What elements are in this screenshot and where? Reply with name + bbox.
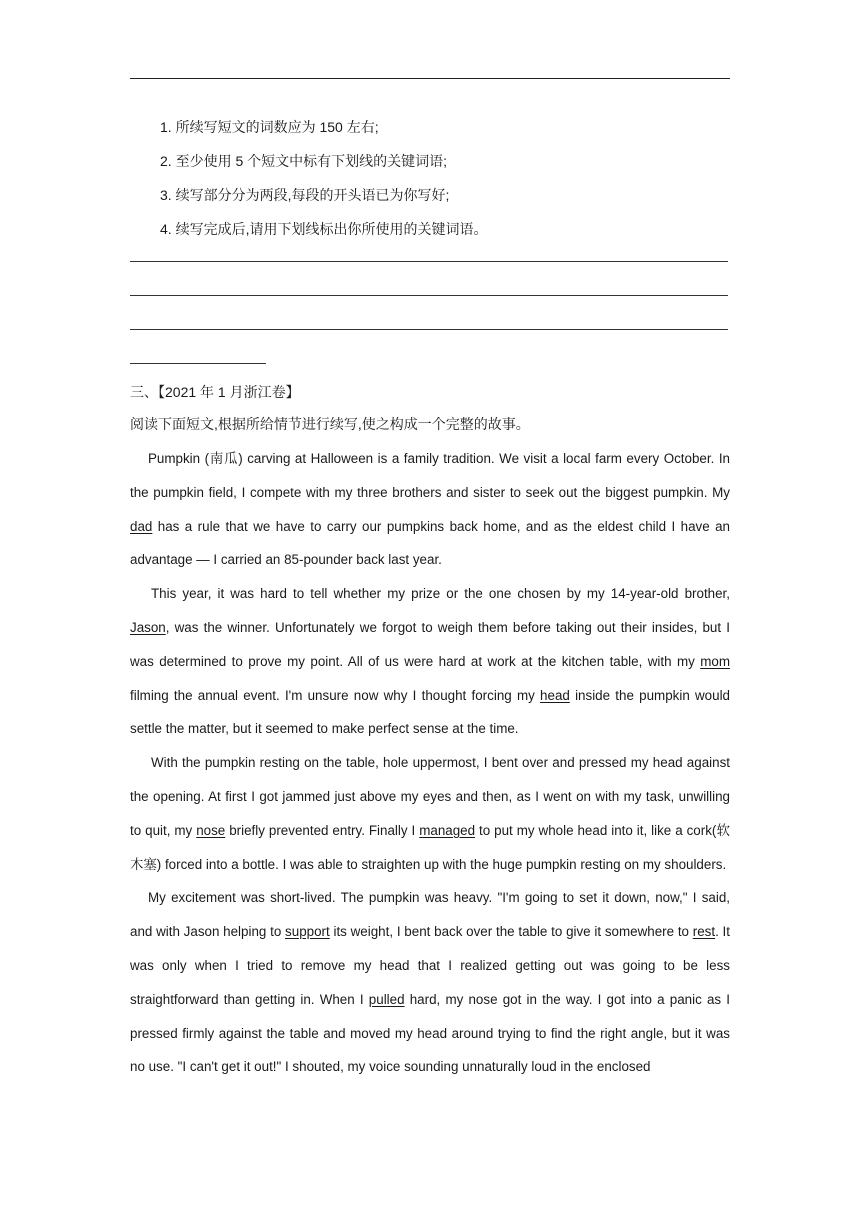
keyword-underlined: mom [700, 653, 730, 669]
answer-line[interactable] [130, 246, 728, 280]
answer-line[interactable] [130, 280, 728, 314]
story-paragraph [130, 746, 730, 881]
keyword-underlined: head [540, 687, 570, 703]
header-rule [130, 78, 730, 79]
text-run: has a rule that we have to carry our pumpkins back home, and as the eldest child I have an advantage — I carried an 85-pounder back last year. [130, 518, 730, 568]
text-run: briefly prevented entry. Finally I [225, 822, 420, 838]
keyword-underlined: dad [130, 518, 153, 534]
text-run: inside the pumpkin would settle the matter, but it seemed to make perfect sense at the time. [130, 687, 730, 737]
story-text [130, 442, 730, 1084]
answer-line[interactable] [130, 314, 728, 348]
answer-lines [130, 246, 728, 382]
text-run: This year, it was hard to tell whether my prize or the one chosen by my 14-year-old brother, [151, 586, 730, 602]
question-section [130, 376, 730, 440]
keyword-underlined: support [285, 924, 330, 940]
story-paragraph [130, 577, 730, 746]
text-run: its weight, I bent back over the table to give it somewhere to [329, 924, 693, 940]
text-run: filming the annual event. I'm unsure now why I thought forcing my [130, 687, 541, 703]
requirement-item: 2. 至少使用 5 个短文中标有下划线的关键词语; [160, 153, 448, 169]
keyword-underlined: rest [692, 924, 716, 940]
keyword-underlined: nose [196, 822, 226, 838]
text-run: With the pumpkin resting on the table, hole uppermost, I bent over and pressed my head against the opening. At first I got jammed just above my eyes and then, as I went on with my task, unwilling to quit, my [130, 755, 730, 838]
story-paragraph [130, 442, 730, 577]
requirement-item: 1. 所续写短文的词数应为 150 左右; [160, 119, 379, 135]
section-instruction: 阅读下面短文,根据所给情节进行续写,使之构成一个完整的故事。 [130, 416, 530, 432]
requirements-list [160, 110, 730, 246]
text-run: Pumpkin (南瓜) carving at Halloween is a family tradition. We visit a local farm every October. In the pumpkin field, I compete with my three brothers and sister to seek out the biggest pumpkin. My [130, 451, 730, 500]
keyword-underlined: Jason [130, 619, 166, 635]
keyword-underlined: managed [419, 822, 476, 838]
text-run: My excitement was short-lived. The pumpkin was heavy. "I'm going to set it down, now," I said, and with Jason helping to [130, 890, 730, 940]
requirement-item: 3. 续写部分分为两段,每段的开头语已为你写好; [160, 187, 450, 203]
keyword-underlined: pulled [368, 991, 405, 1007]
text-run: . It was only when I tried to remove my head that I realized getting out was going to be less straightforward than getting in. When I [130, 924, 730, 1007]
story-paragraph [130, 881, 730, 1084]
text-run: , was the winner. Unfortunately we forgot to weigh them before taking out their insides, but I was determined to prove my point. All of us were hard at work at the kitchen table, with my [130, 619, 730, 669]
text-run: hard, my nose got in the way. I got into a panic as I pressed firmly against the table and moved my head around trying to find the right angle, but it was no use. "I can't get it out!" I shouted, my voice sounding unnaturally loud in the enclosed [130, 991, 730, 1075]
text-run: to put my whole head into it, like a cork(软木塞) forced into a bottle. I was able to straighten up with the huge pumpkin resting on my shoulders. [130, 822, 730, 872]
section-title: 三、【2021 年 1 月浙江卷】 [130, 384, 300, 400]
requirement-item: 4. 续写完成后,请用下划线标出你所使用的关键词语。 [160, 221, 488, 237]
